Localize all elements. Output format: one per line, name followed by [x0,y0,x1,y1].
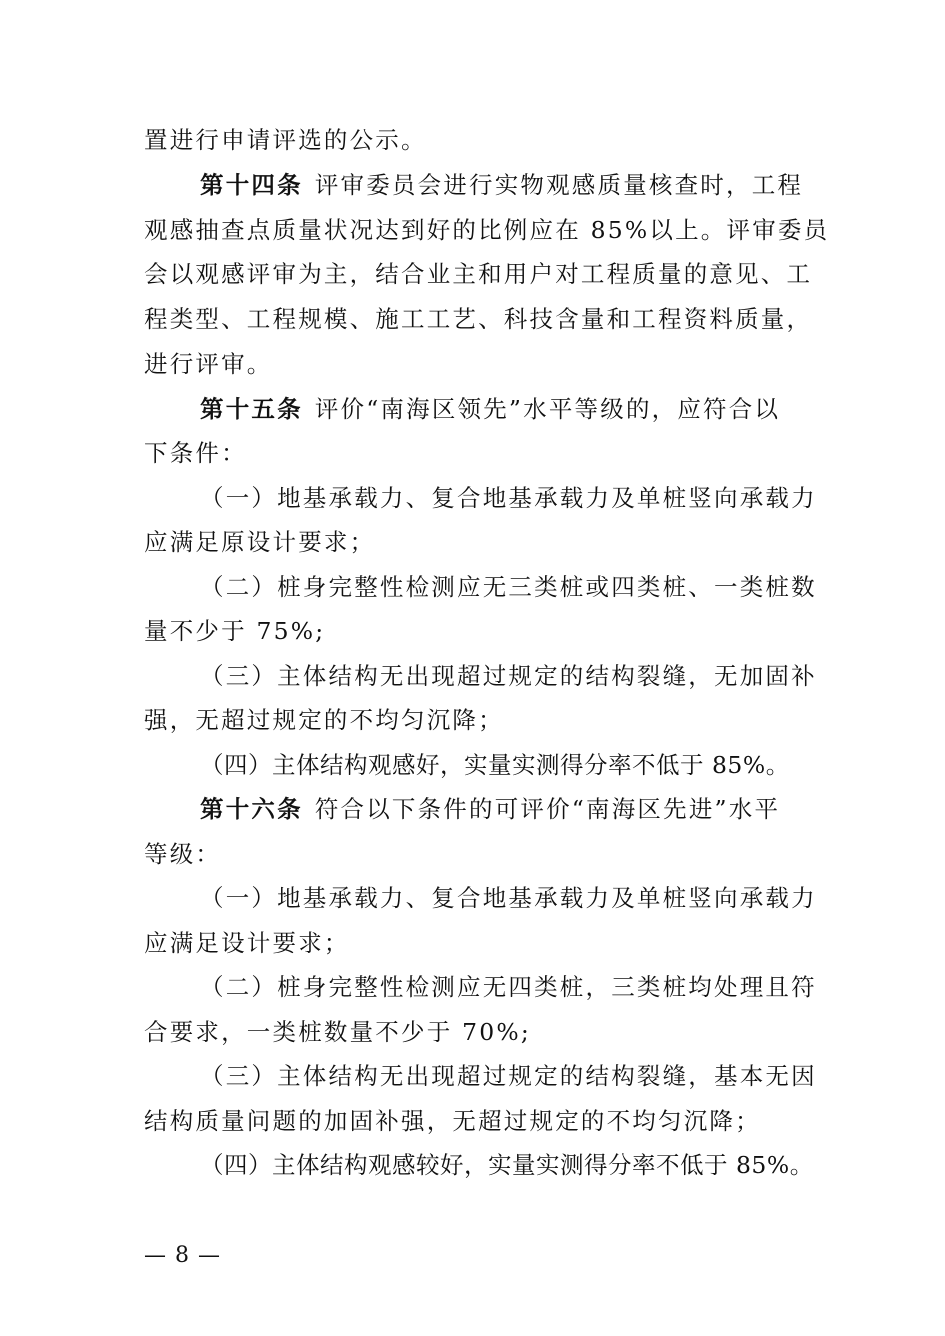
article-15-line [200,387,804,431]
article-heading: 第十四条 [200,171,303,199]
paragraph-text: 评审委员会进行实物观感质量核查时，工程 [314,171,804,199]
paragraph-line: 进行评审。 [144,350,273,378]
paragraph-line: 量不少于 75%; [144,617,326,645]
paragraph-line: （四）主体结构观感较好，实量实测得分率不低于 85%。 [200,1151,814,1179]
paragraph-line: （一）地基承载力、复合地基承载力及单桩竖向承载力 [200,484,817,512]
paragraph-line: （二）桩身完整性检测应无三类桩或四类桩、一类桩数 [200,573,817,601]
paragraph-line: （三）主体结构无出现超过规定的结构裂缝，无加固补 [200,662,817,690]
paragraph-line: （三）主体结构无出现超过规定的结构裂缝，基本无因 [200,1062,817,1090]
paragraph-line: 会以观感评审为主，结合业主和用户对工程质量的意见、工 [144,260,813,288]
paragraph-line: （二）桩身完整性检测应无四类桩，三类桩均处理且符 [200,973,817,1001]
page-number: — 8 — [144,1243,221,1268]
paragraph-line: 应满足设计要求； [144,929,350,957]
paragraph-line: 结构质量问题的加固补强，无超过规定的不均匀沉降； [144,1107,761,1135]
article-heading: 第十六条 [200,795,303,823]
paragraph-line: （一）地基承载力、复合地基承载力及单桩竖向承载力 [200,884,817,912]
article-heading: 第十五条 [200,395,303,423]
paragraph-line: 应满足原设计要求； [144,528,376,556]
paragraph-line: 程类型、工程规模、施工工艺、科技含量和工程资料质量， [144,305,813,333]
paragraph-line: 合要求，一类桩数量不少于 70%; [144,1018,532,1046]
article-14-line [200,163,804,207]
paragraph-line: 下条件： [144,439,247,467]
paragraph-line: 置进行申请评选的公示。 [144,126,427,154]
article-16-line [200,787,804,831]
paragraph-line: 观感抽查点质量状况达到好的比例应在 85%以上。评审委员 [144,216,830,244]
paragraph-line: 强，无超过规定的不均匀沉降； [144,706,504,734]
paragraph-text: 符合以下条件的可评价“南海区先进”水平 [314,795,781,823]
paragraph-line: （四）主体结构观感好，实量实测得分率不低于 85%。 [200,751,790,779]
paragraph-text: 评价“南海区领先”水平等级的，应符合以 [314,395,781,423]
paragraph-line: 等级： [144,840,222,868]
